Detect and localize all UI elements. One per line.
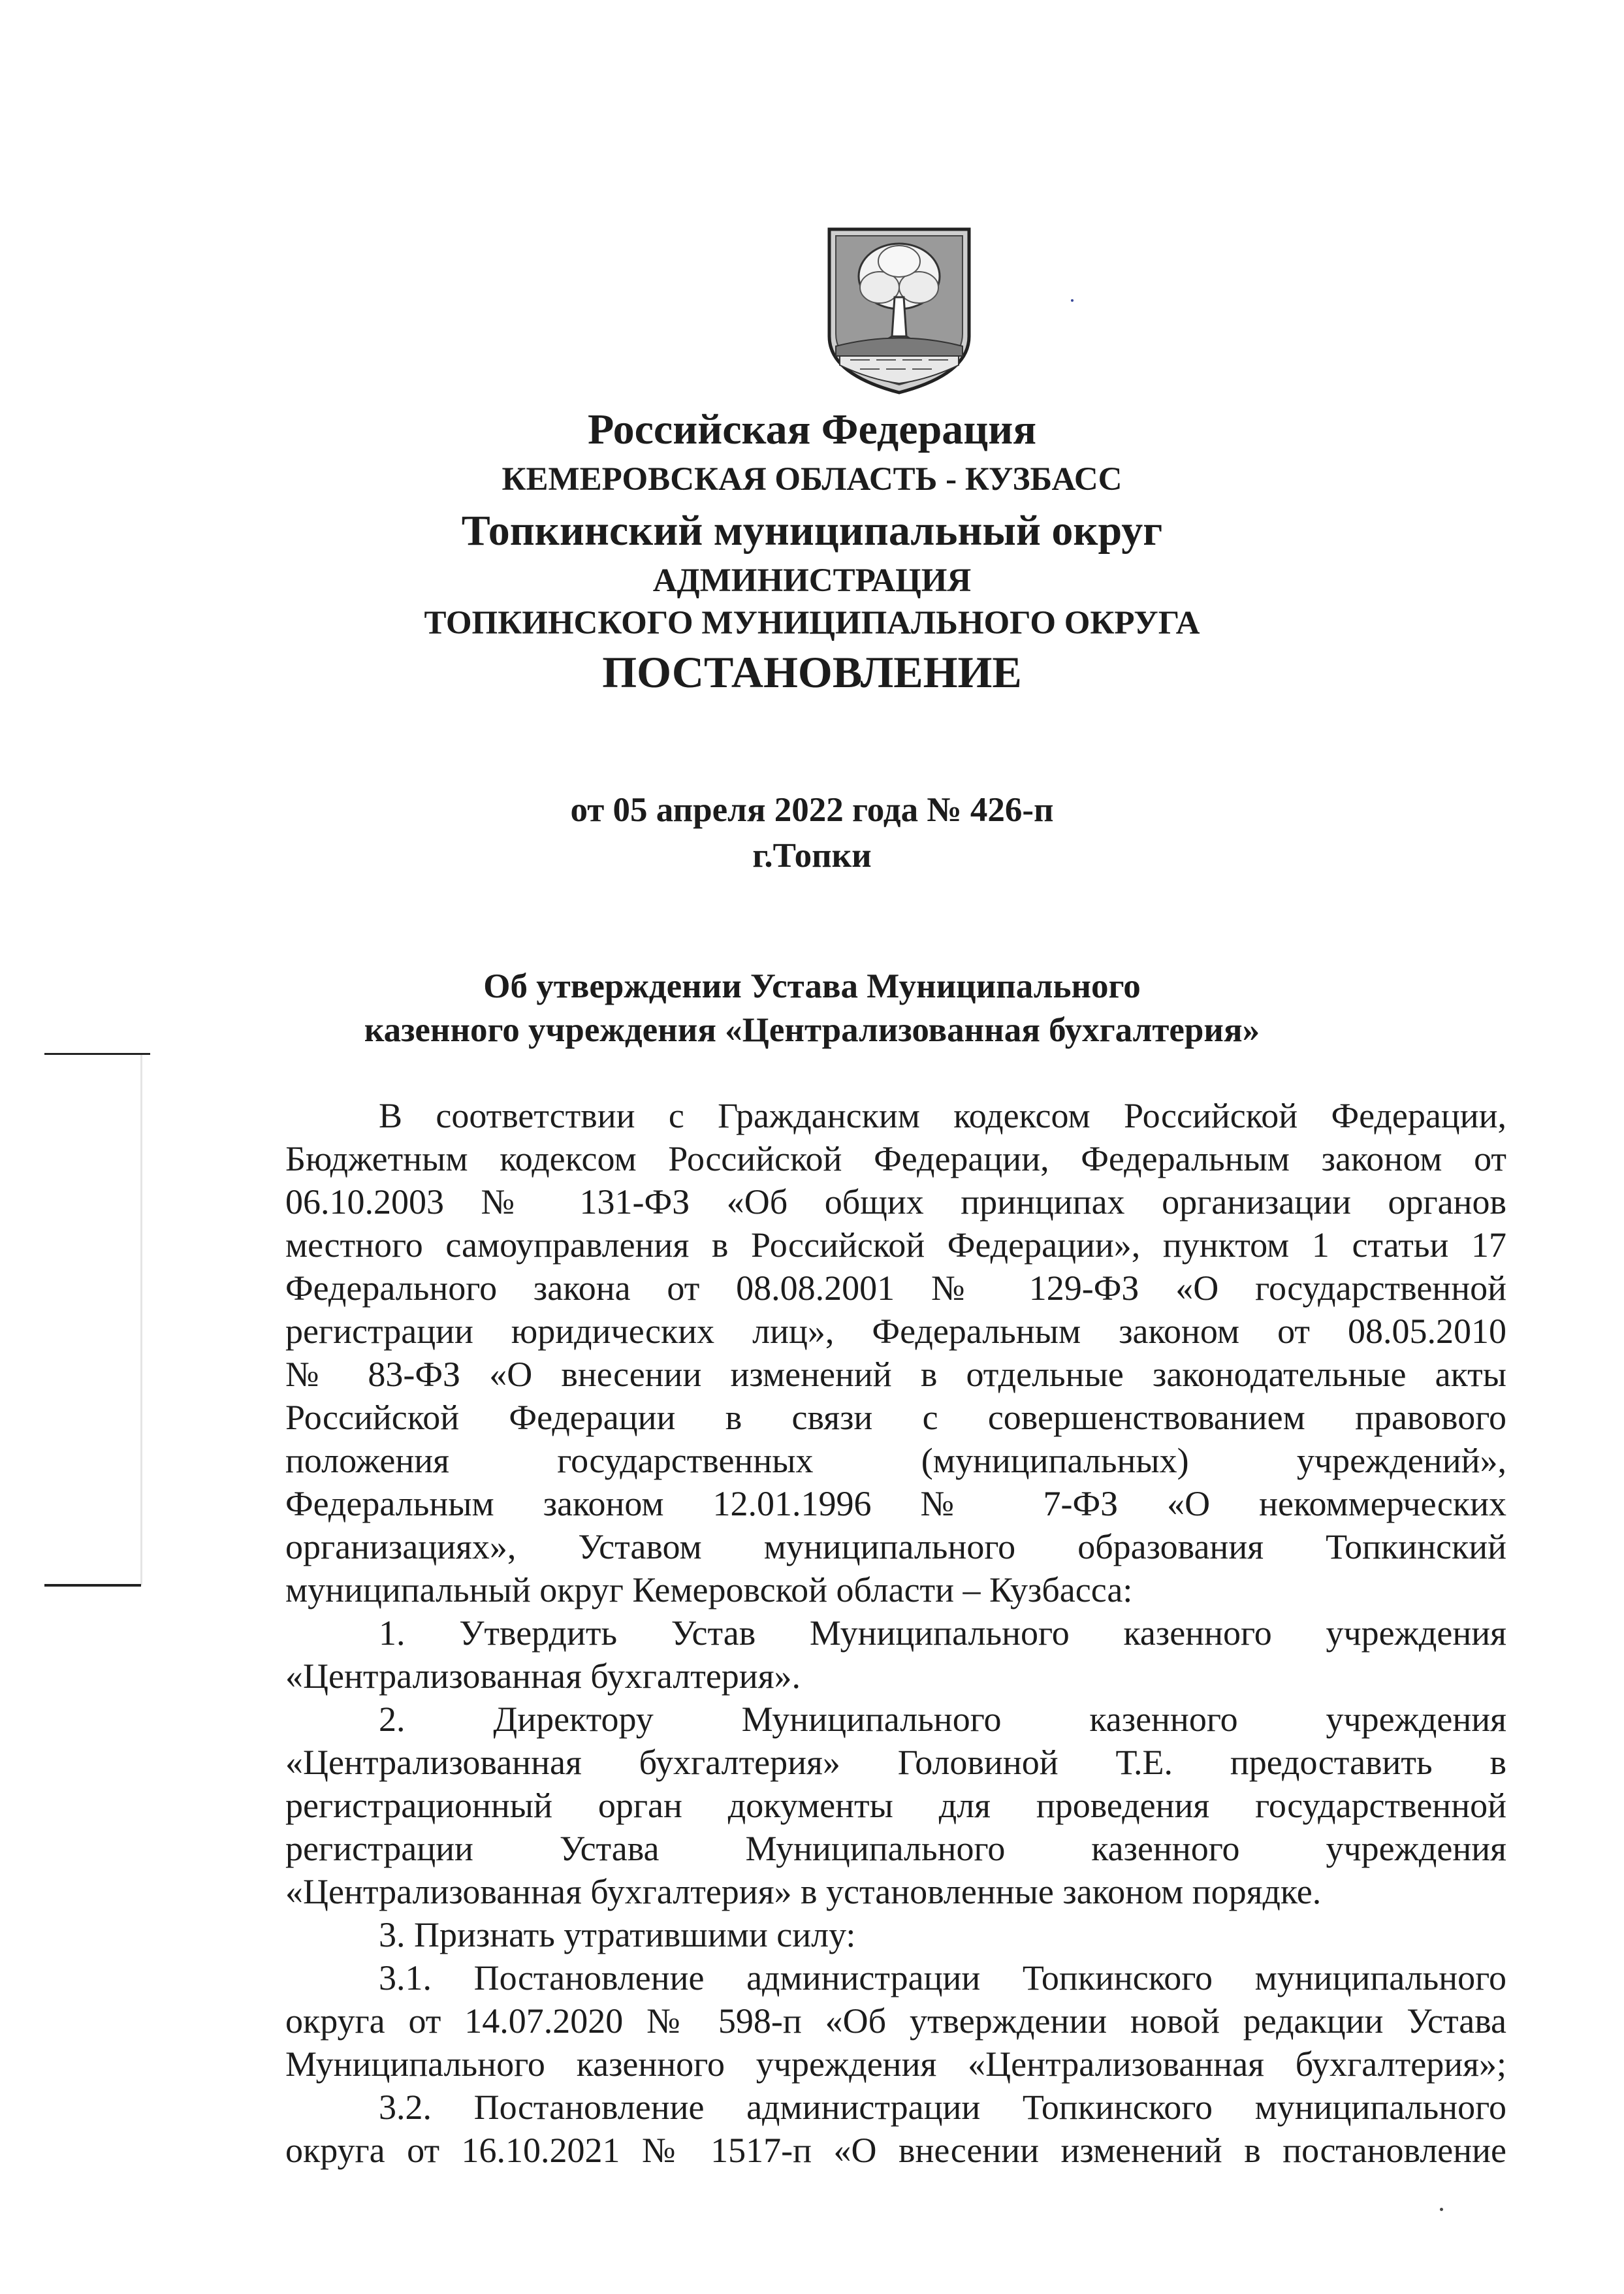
body-line: В соответствии с Гражданским кодексом Российской Федерации, — [379, 1096, 1506, 1135]
body-line: «Централизованная бухгалтерия» в установленные законом порядке. — [285, 1872, 1322, 1911]
document-date-number: от 05 апреля 2022 года № 426-п — [570, 791, 1054, 829]
body-line: № 83-ФЗ «О внесении изменений в отдельные законодательные акты — [285, 1355, 1506, 1394]
scan-speck — [1071, 299, 1074, 302]
body-line: регистрационный орган документы для проведения государственной — [285, 1786, 1506, 1825]
body-line: 3.1. Постановление администрации Топкинского муниципального — [379, 1958, 1506, 1997]
body-line: местного самоуправления в Российской Федерации», пунктом 1 статьи 17 — [285, 1225, 1506, 1265]
body-line: округа от 14.07.2020 № 598-п «Об утверждении новой редакции Устава — [285, 2001, 1506, 2041]
document-type: ПОСТАНОВЛЕНИЕ — [602, 647, 1022, 697]
body-line: округа от 16.10.2021 № 1517-п «О внесении изменений в постановление — [285, 2131, 1506, 2170]
administration-line: АДМИНИСТРАЦИЯ — [652, 562, 972, 599]
body-line: регистрации юридических лиц», Федеральным законом от 08.05.2010 — [285, 1312, 1506, 1351]
body-line: положения государственных (муниципальных) учреждений», — [285, 1441, 1506, 1480]
body-line: «Централизованная бухгалтерия». — [285, 1656, 801, 1696]
administration-line: ТОПКИНСКОГО МУНИЦИПАЛЬНОГО ОКРУГА — [424, 605, 1200, 641]
body-line: 1. Утвердить Устав Муниципального казенного учреждения — [379, 1613, 1506, 1653]
coat-of-arms-icon — [824, 225, 974, 395]
body-line: Федеральным законом 12.01.1996 № 7-ФЗ «О некоммерческих — [285, 1484, 1506, 1523]
body-line: Российской Федерации в связи с совершенствованием правового — [285, 1398, 1506, 1437]
scan-shadow — [140, 1053, 142, 1585]
body-line: Муниципального казенного учреждения «Централизованная бухгалтерия»; — [285, 2044, 1506, 2084]
scan-mark-bottom — [44, 1584, 141, 1587]
document-title-line: Об утверждении Устава Муниципального — [483, 967, 1141, 1005]
body-line: Бюджетным кодексом Российской Федерации, Федеральным законом от — [285, 1139, 1506, 1178]
district-name: Топкинский муниципальный округ — [461, 507, 1163, 555]
country-name: Российская Федерация — [587, 406, 1037, 453]
body-line: муниципальный округ Кемеровской области – Кузбасса: — [285, 1570, 1133, 1609]
scan-speck — [1440, 2208, 1443, 2211]
body-line: 06.10.2003 № 131-ФЗ «Об общих принципах организации органов — [285, 1182, 1506, 1221]
body-line: Федерального закона от 08.08.2001 № 129-ФЗ «О государственной — [285, 1268, 1506, 1308]
scan-mark-top — [44, 1053, 150, 1055]
body-line: организациях», Уставом муниципального образования Топкинский — [285, 1527, 1506, 1566]
body-line: 3.2. Постановление администрации Топкинского муниципального — [379, 2088, 1506, 2127]
body-line: регистрации Устава Муниципального казенного учреждения — [285, 1829, 1506, 1868]
region-name: КЕМЕРОВСКАЯ ОБЛАСТЬ - КУЗБАСС — [502, 461, 1122, 498]
body-line: «Централизованная бухгалтерия» Головиной Т.Е. предоставить в — [285, 1743, 1506, 1782]
body-line: 2. Директору Муниципального казенного учреждения — [379, 1700, 1506, 1739]
document-city: г.Топки — [752, 837, 872, 875]
document-title-line: казенного учреждения «Централизованная бухгалтерия» — [364, 1011, 1260, 1049]
body-line: 3. Признать утратившими силу: — [379, 1915, 856, 1954]
